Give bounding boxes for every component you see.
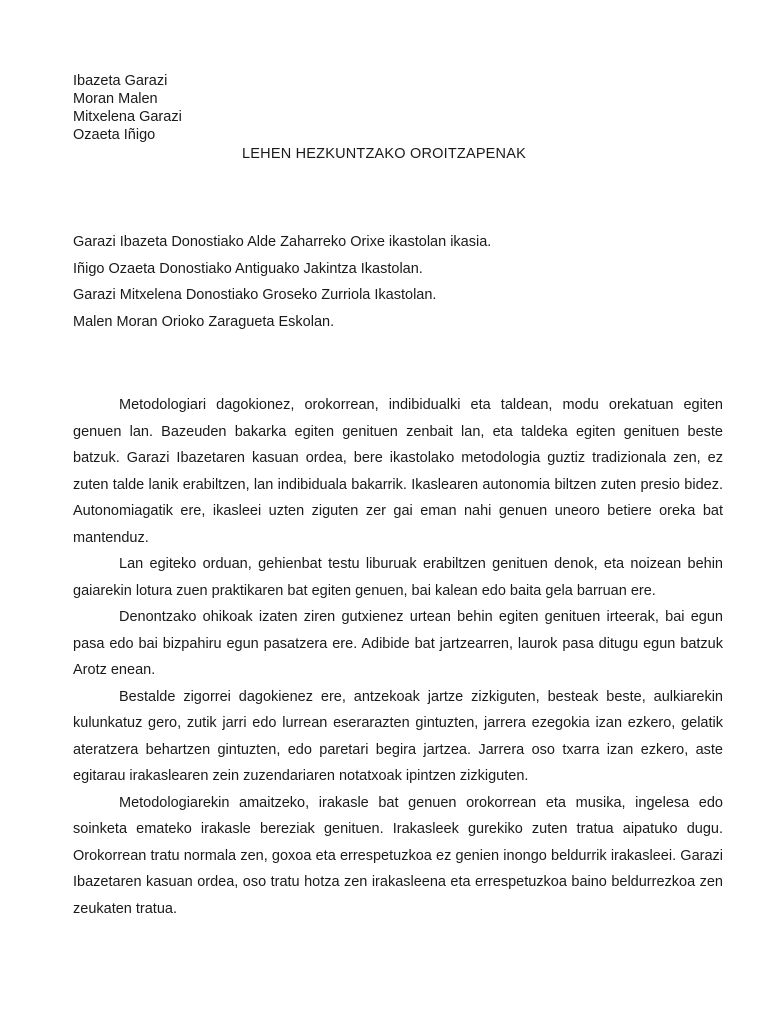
paragraph-work-method: Lan egiteko orduan, gehienbat testu liburuak erabiltzen genituen denok, eta noizean behin gaiarekin lotura zuen praktikaren bat egiten genuen, bai kalean edo baita gela barruan ere. bbox=[73, 556, 723, 599]
author-name: Ozaeta Iñigo bbox=[73, 127, 156, 143]
body-text bbox=[73, 392, 723, 922]
author-name: Mitxelena Garazi bbox=[73, 109, 182, 125]
paragraph-teachers: Metodologiarekin amaitzeko, irakasle bat genuen orokorrean eta musika, ingelesa edo soinketa emateko irakasle bereziak genituen. Irakasleek gurekiko zuten tratua aipatuko dugu. Orokorrean tratu normala zen, goxoa eta errespetuzkoa ez genien inongo beldurrik irakasleei. Garazi Ibazetaren kasuan ordea, oso tratu hotza zen irakasleena eta errespetuzkoa baino beldurrezkoa zen zeukaten tratua. bbox=[73, 794, 723, 917]
school-line: Malen Moran Orioko Zaragueta Eskolan. bbox=[73, 313, 335, 330]
school-list bbox=[73, 233, 491, 339]
school-line: Garazi Ibazeta Donostiako Alde Zaharreko Orixe ikastolan ikasia. bbox=[73, 234, 492, 250]
document-title: LEHEN HEZKUNTZAKO OROITZAPENAK bbox=[242, 146, 526, 162]
paragraph-excursions: Denontzako ohikoak izaten ziren gutxienez urtean behin egiten genituen irteerak, bai egun pasa edo bai bizpahiru egun pasatzera ere. Adibide bat jartzearren, laurok pasa ditugu egun batzuk Arotz enean. bbox=[73, 609, 723, 678]
author-list bbox=[73, 72, 182, 144]
paragraph-methodology: Metodologiari dagokionez, orokorrean, indibidualki eta taldean, modu orekatuan egiten genuen lan. Bazeuden bakarka egiten genituen zenbait lan, eta taldeka egiten genituen beste batzuk. Garazi Ibazetaren kasuan ordea, bere ikastolako metodologia guztiz tradizionala zen, ez zuten talde lanik erabiltzen, lan indibiduala bakarrik. Ikaslearen autonomia biltzen zuten presio bidez. Autonomiagatik ere, ikasleei uzten ziguten zer gai eman nahi genuen uneoro betiere oreka bat mantenduz. bbox=[73, 397, 723, 546]
school-line: Garazi Mitxelena Donostiako Groseko Zurriola Ikastolan. bbox=[73, 287, 437, 303]
school-line: Iñigo Ozaeta Donostiako Antiguako Jakintza Ikastolan. bbox=[73, 260, 423, 277]
author-name: Moran Malen bbox=[73, 91, 158, 107]
author-name: Ibazeta Garazi bbox=[73, 73, 168, 89]
paragraph-punishments: Bestalde zigorrei dagokienez ere, antzekoak jartze zizkiguten, besteak beste, aulkiarekin kulunkatuz gero, zutik jarri edo lurrean eserarazten gintuzten, jarrera ezegokia izan ezkero, gelatik ateratzera behartzen gintuzten, edo paretari begira jartzea. Jarrera oso txarra izan ezkero, aste egitarau irakaslearen zein zuzendariaren notatxoak ipintzen zizkiguten. bbox=[73, 688, 723, 784]
